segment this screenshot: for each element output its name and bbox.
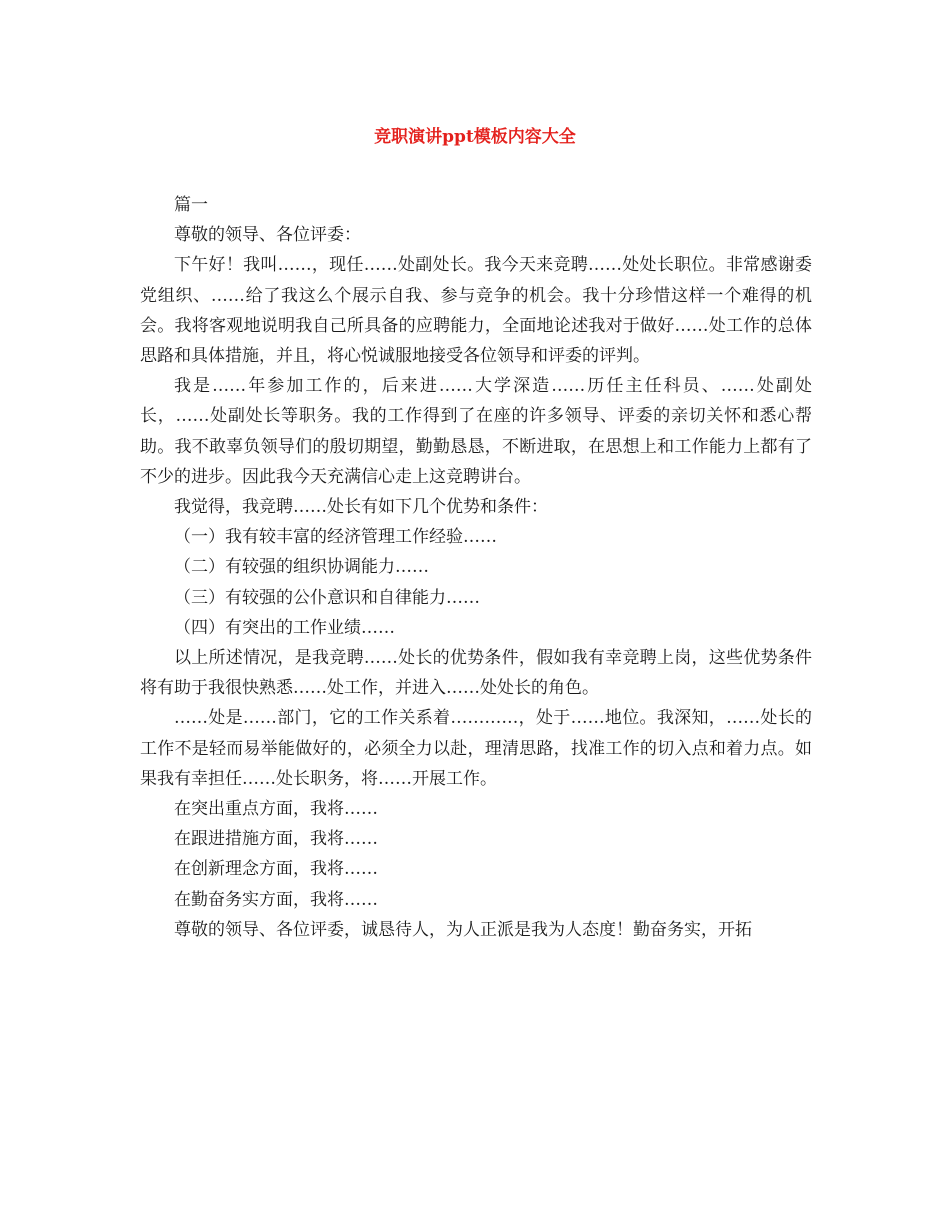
paragraph-plan-innovation: 在创新理念方面，我将…… [174,859,378,880]
paragraph-background: 我是……年参加工作的，后来进……大学深造……历任主任科员、……处副处长，……处副处长等职务。我的工作得到了在座的许多领导、评委的亲切关怀和悉心帮助。我不敢辜负领导们的殷切期望，勤勤恳恳，不断进取，在思想上和工作能力上都有了不少的进步。因此我今天充满信心走上这竞聘讲台。 [140,376,812,487]
list-item-advantage-2: （二）有较强的组织协调能力…… [174,557,429,578]
paragraph-plan-focus: 在突出重点方面，我将…… [174,799,378,820]
paragraph-department: ……处是……部门，它的工作关系着…………，处于……地位。我深知，……处长的工作不是轻而易举能做好的，必须全力以赴，理清思路，找准工作的切入点和着力点。如果我有幸担任……处长职务，将……开展工作。 [140,708,812,789]
paragraph-summary: 以上所述情况，是我竞聘……处长的优势条件，假如我有幸竞聘上岗，这些优势条件将有助于我很快熟悉……处工作，并进入……处处长的角色。 [140,648,812,699]
document-body [140,190,812,945]
list-item-advantage-4: （四）有突出的工作业绩…… [174,617,395,638]
list-item-advantage-1: （一）我有较丰富的经济管理工作经验…… [174,527,497,548]
paragraph-salutation: 尊敬的领导、各位评委： [174,225,361,246]
paragraph-advantages-intro: 我觉得，我竞聘……处长有如下几个优势和条件： [174,497,548,518]
document-title: 竞职演讲ppt模板内容大全 [374,127,576,147]
paragraph-plan-measures: 在跟进措施方面，我将…… [174,829,378,850]
list-item-advantage-3: （三）有较强的公仆意识和自律能力…… [174,587,480,608]
paragraph-introduction: 下午好！我叫……，现任……处副处长。我今天来竞聘……处处长职位。非常感谢委党组织、……给了我这么个展示自我、参与竞争的机会。我十分珍惜这样一个难得的机会。我将客观地说明我自己所具备的应聘能力，全面地论述我对于做好……处工作的总体思路和具体措施，并且，将心悦诚服地接受各位领导和评委的评判。 [140,255,812,367]
paragraph-closing: 尊敬的领导、各位评委，诚恳待人，为人正派是我为人态度！勤奋务实，开拓 [174,919,752,940]
paragraph-section-label: 篇一 [174,195,208,215]
paragraph-plan-diligence: 在勤奋务实方面，我将…… [174,889,378,910]
